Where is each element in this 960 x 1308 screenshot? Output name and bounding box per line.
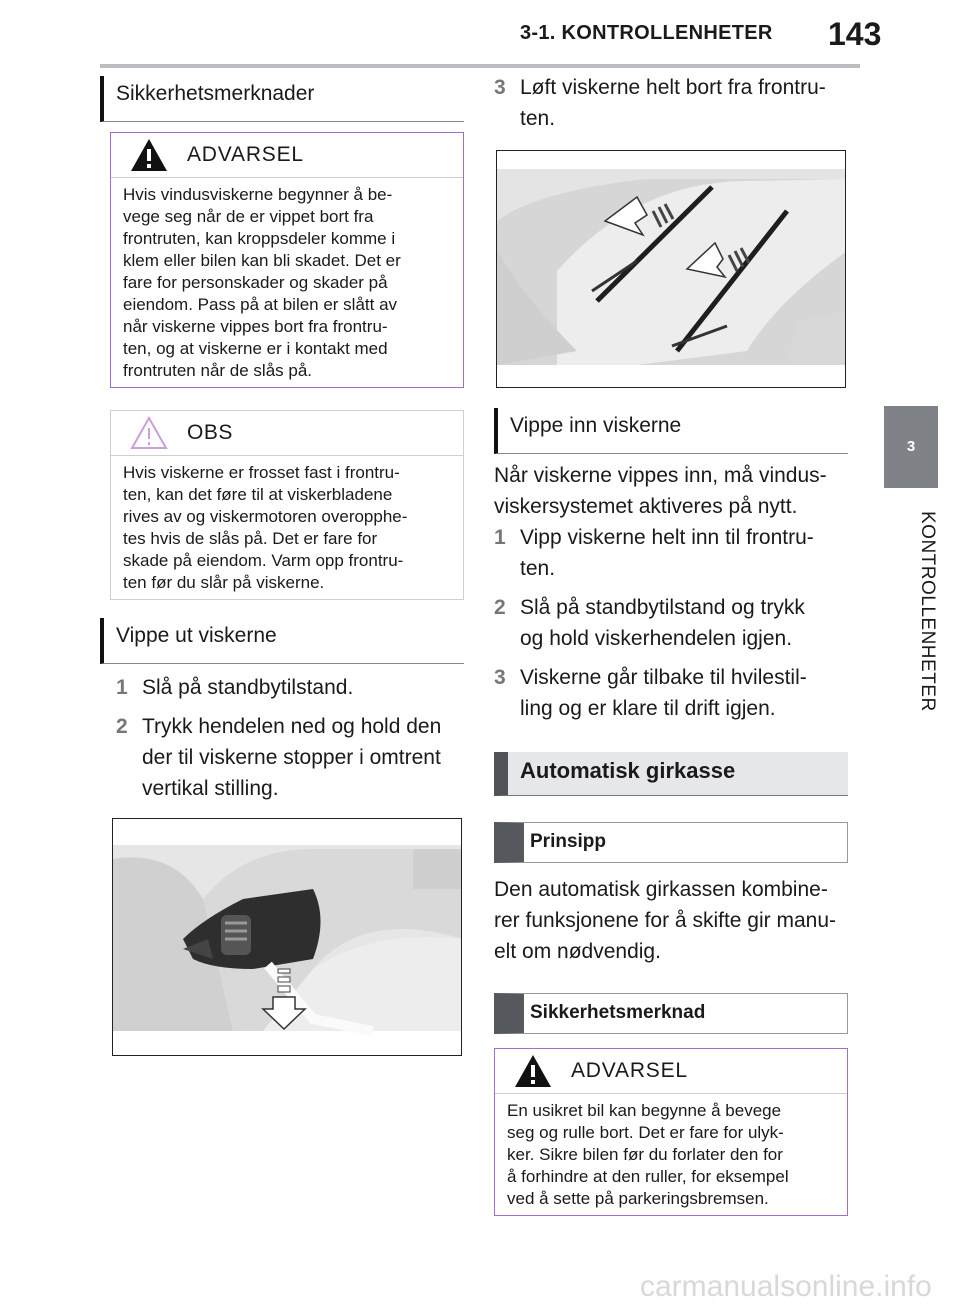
step-text: Slå på standbytilstand.: [142, 676, 354, 699]
warning-line: frontruten, kan kroppsdeler komme i: [123, 229, 396, 248]
tilt-out-heading: Vippe ut viskerne: [100, 618, 464, 664]
step-text: [520, 662, 807, 724]
chapter-title: KONTROLLENHETER: [917, 510, 938, 712]
step-line: og hold viskerhendelen igjen.: [520, 627, 793, 650]
step-line: Løft viskerne helt bort fra frontru-: [520, 76, 826, 99]
intro-line: Når viskerne vippes inn, må vindus-: [494, 464, 827, 487]
notice-title: OBS: [187, 421, 233, 444]
warning-triangle-icon: [129, 137, 169, 173]
warning-line: ker. Sikre bilen før du forlater den for: [507, 1145, 783, 1164]
warning-box: [110, 132, 464, 388]
safety-note-heading: Sikkerhetsmerknad: [494, 993, 848, 1034]
warning-header: [495, 1049, 847, 1094]
warning-title: ADVARSEL: [187, 143, 304, 166]
notice-line: skade på eiendom. Varm opp frontru-: [123, 551, 404, 570]
step-line: Slå på standbytilstand og trykk: [520, 596, 805, 619]
tilt-in-steps: [494, 522, 854, 724]
step-line: Viskerne går tilbake til hvilestil-: [520, 666, 807, 689]
notice-text: [111, 456, 463, 594]
warning-header: [111, 133, 463, 178]
principle-line: Den automatisk girkassen kombine-: [494, 878, 828, 901]
step-text: [520, 592, 805, 654]
warning-box-transmission: [494, 1048, 848, 1216]
caution-triangle-icon: [129, 415, 169, 451]
step-item: [494, 592, 854, 654]
wiper-lever-figure: [112, 818, 462, 1056]
step-item: [116, 672, 466, 703]
wiper-lever-illustration: [113, 819, 462, 1056]
safety-notes-heading: Sikkerhetsmerknader: [100, 76, 464, 122]
tilt-out-step-3: [494, 72, 854, 134]
step-text: [520, 522, 814, 584]
warning-line: når viskerne vippes bort fra frontru-: [123, 317, 388, 336]
chapter-tab[interactable]: 3: [884, 406, 938, 488]
tilt-in-intro: [494, 460, 854, 522]
notice-header: [111, 411, 463, 456]
step-item: [116, 711, 466, 804]
principle-heading: Prinsipp: [494, 822, 848, 863]
step-line: Vipp viskerne helt inn til frontru-: [520, 526, 814, 549]
tilt-in-heading: Vippe inn viskerne: [494, 408, 848, 454]
step-line: Trykk hendelen ned og hold den: [142, 715, 442, 738]
warning-line: ten, og at viskerne er i kontakt med: [123, 339, 388, 358]
section-title: 3-1. KONTROLLENHETER: [520, 22, 773, 44]
step-number: 2: [494, 596, 506, 619]
automatic-transmission-heading: Automatisk girkasse: [494, 752, 848, 796]
notice-line: tes hvis de slås på. Det er fare for: [123, 529, 378, 548]
step-text: [142, 711, 441, 804]
step-line: vertikal stilling.: [142, 777, 279, 800]
warning-line: klem eller bilen kan bli skadet. Det er: [123, 251, 401, 270]
warning-line: Hvis vindusviskerne begynner å be-: [123, 185, 393, 204]
warning-text: [111, 178, 463, 382]
warning-line: frontruten når de slås på.: [123, 361, 313, 380]
notice-line: ten før du slår på viskerne.: [123, 573, 325, 592]
step-number: 3: [494, 666, 506, 689]
step-line: der til viskerne stopper i omtrent: [142, 746, 441, 769]
step-item: [494, 662, 854, 724]
warning-title: ADVARSEL: [571, 1059, 688, 1082]
warning-line: seg og rulle bort. Det er fare for ulyk-: [507, 1123, 784, 1142]
step-number: 3: [494, 76, 506, 99]
notice-box: [110, 410, 464, 600]
notice-line: Hvis viskerne er frosset fast i frontru-: [123, 463, 400, 482]
windshield-wipers-figure: [496, 150, 846, 388]
warning-line: vege seg når de er vippet bort fra: [123, 207, 374, 226]
step-item: [494, 72, 854, 134]
warning-line: eiendom. Pass på at bilen er slått av: [123, 295, 398, 314]
warning-line: fare for personskader og skader på: [123, 273, 388, 292]
step-text: [520, 72, 826, 134]
principle-text: [494, 874, 854, 967]
header-rule: [100, 64, 860, 68]
step-number: 2: [116, 715, 128, 738]
step-number: 1: [494, 526, 506, 549]
page-number: 143: [828, 16, 882, 52]
step-line: ten.: [520, 107, 556, 130]
step-line: ten.: [520, 557, 556, 580]
step-item: [494, 522, 854, 584]
notice-line: rives av og viskermotoren overopphe-: [123, 507, 408, 526]
windshield-wipers-illustration: [497, 151, 846, 388]
watermark: carmanualsonline.info: [640, 1270, 932, 1303]
step-number: 1: [116, 676, 128, 699]
principle-line: rer funksjonene for å skifte gir manu-: [494, 909, 836, 932]
warning-line: å forhindre at den ruller, for eksempel: [507, 1167, 789, 1186]
warning-text: [495, 1094, 847, 1210]
principle-line: elt om nødvendig.: [494, 940, 661, 963]
tilt-out-steps: [116, 672, 466, 804]
warning-triangle-icon: [513, 1053, 553, 1089]
warning-line: ved å sette på parkeringsbremsen.: [507, 1189, 769, 1208]
notice-line: ten, kan det føre til at viskerbladene: [123, 485, 393, 504]
step-line: ling og er klare til drift igjen.: [520, 697, 776, 720]
warning-line: En usikret bil kan begynne å bevege: [507, 1101, 782, 1120]
intro-line: viskersystemet aktiveres på nytt.: [494, 495, 798, 518]
